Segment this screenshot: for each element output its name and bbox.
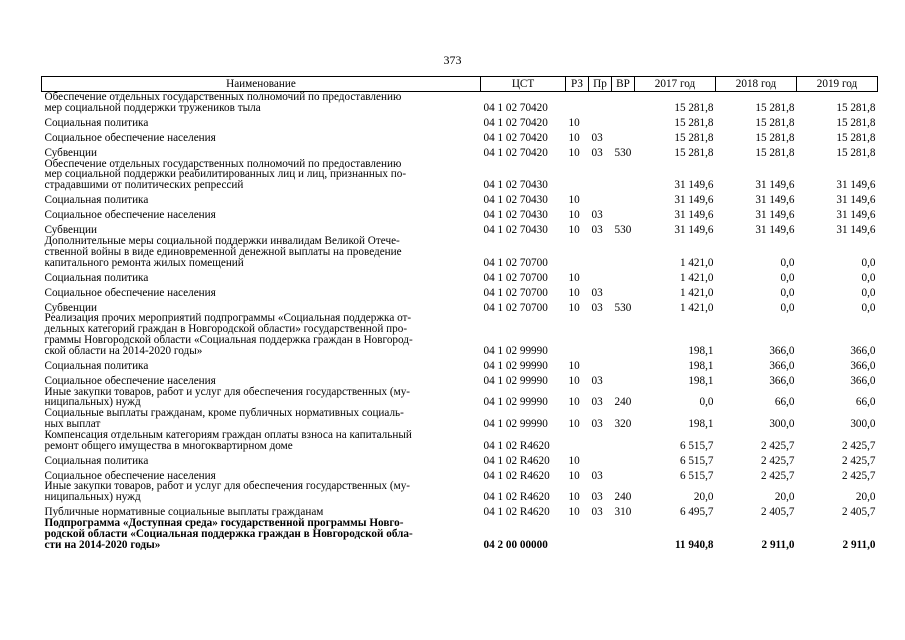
table-row — [42, 466, 878, 481]
row-name-line: дельных категорий граждан в Новгородской области» государственной про- — [44, 323, 408, 336]
row-value-2017: 15 281,8 — [674, 146, 714, 159]
row-name — [42, 313, 481, 356]
row-pr: 03 — [591, 301, 603, 314]
row-pr: 03 — [591, 506, 603, 519]
row-rz: 10 — [568, 194, 580, 207]
header-2019: 2019 год — [797, 77, 878, 92]
row-vr — [612, 430, 635, 452]
table-row — [42, 408, 878, 430]
row-vr — [612, 466, 635, 481]
row-value-2019: 15 281,8 — [836, 146, 876, 159]
row-name-line: Социальное обеспечение населения — [44, 209, 216, 222]
row-name-line: ской области на 2014-2020 годы» — [44, 344, 203, 357]
row-vr: 240 — [614, 491, 632, 504]
table-row — [42, 387, 878, 409]
row-vr: 530 — [614, 224, 632, 237]
row-name-line: ремонт общего имущества в многоквартирном доме — [44, 439, 293, 452]
row-pr — [589, 518, 612, 550]
row-value-2019: 31 149,6 — [836, 194, 876, 207]
row-value-2019: 0,0 — [861, 286, 876, 299]
row-pr: 03 — [591, 396, 603, 409]
row-vr — [612, 191, 635, 206]
row-rz — [566, 92, 589, 114]
row-cst: 04 1 02 99990 — [483, 417, 548, 430]
row-name-line: Социальные выплаты гражданам, кроме публичных нормативных социаль- — [44, 407, 404, 420]
row-value-2018: 0,0 — [780, 256, 795, 269]
row-cst: 04 1 02 70700 — [483, 256, 548, 269]
row-name-line: Обеспечение отдельных государственных полномочий по предоставлению — [44, 91, 402, 103]
row-rz: 10 — [568, 491, 580, 504]
row-pr — [589, 430, 612, 452]
row-value-2019: 300,0 — [850, 417, 876, 430]
row-name — [42, 129, 481, 144]
row-value-2017: 198,1 — [688, 417, 714, 430]
row-vr — [612, 206, 635, 221]
row-rz: 10 — [568, 417, 580, 430]
row-value-2017: 31 149,6 — [674, 179, 714, 192]
row-pr: 03 — [591, 374, 603, 387]
row-cst: 04 1 02 R4620 — [483, 506, 550, 519]
row-value-2019: 20,0 — [855, 491, 876, 504]
row-vr — [612, 283, 635, 298]
row-vr — [612, 518, 635, 550]
row-value-2018: 66,0 — [774, 396, 795, 409]
row-value-2018: 15 281,8 — [755, 146, 795, 159]
row-value-2019: 2 911,0 — [842, 538, 876, 551]
row-vr — [612, 236, 635, 268]
row-rz: 10 — [568, 146, 580, 159]
row-value-2017: 6 495,7 — [679, 506, 714, 519]
row-name — [42, 357, 481, 372]
table-row — [42, 221, 878, 236]
row-name-line: Социальная политика — [44, 454, 149, 467]
row-name-line: страдавшими от политических репрессий — [44, 179, 244, 192]
row-name-line: Социальное обеспечение населения — [44, 469, 216, 482]
row-cst: 04 1 02 70420 — [483, 101, 548, 114]
header-rz: РЗ — [566, 77, 589, 92]
row-name — [42, 159, 481, 191]
row-value-2017: 6 515,7 — [679, 454, 714, 467]
row-name — [42, 144, 481, 159]
table-row — [42, 313, 878, 356]
row-pr: 03 — [591, 224, 603, 237]
row-name-line: Социальное обеспечение населения — [44, 374, 216, 387]
row-pr — [589, 92, 612, 114]
row-value-2018: 20,0 — [774, 491, 795, 504]
table-row — [42, 283, 878, 298]
row-cst: 04 1 02 99990 — [483, 359, 548, 372]
row-name-line: Социальная политика — [44, 116, 149, 129]
table-row — [42, 372, 878, 387]
row-pr — [589, 313, 612, 356]
table-row — [42, 430, 878, 452]
row-value-2018: 15 281,8 — [755, 131, 795, 144]
row-pr: 03 — [591, 131, 603, 144]
row-vr: 530 — [614, 146, 632, 159]
row-cst: 04 1 02 70700 — [483, 286, 548, 299]
table-row — [42, 298, 878, 313]
row-cst: 04 1 02 99990 — [483, 374, 548, 387]
row-cst: 04 1 02 R4620 — [483, 439, 550, 452]
row-pr — [589, 268, 612, 283]
row-name-line: Социальная политика — [44, 194, 149, 207]
row-name — [42, 372, 481, 387]
row-rz: 10 — [568, 131, 580, 144]
row-name — [42, 268, 481, 283]
header-2017: 2017 год — [635, 77, 716, 92]
row-pr — [589, 191, 612, 206]
row-rz: 10 — [568, 396, 580, 409]
table-row — [42, 129, 878, 144]
row-vr — [612, 129, 635, 144]
row-name-line: ных выплат — [44, 417, 101, 430]
row-rz — [566, 313, 589, 356]
row-value-2018: 15 281,8 — [755, 101, 795, 114]
row-value-2018: 2 425,7 — [760, 439, 795, 452]
row-name-line: Иные закупки товаров, работ и услуг для обеспечения государственных (му- — [44, 385, 411, 398]
row-pr: 03 — [591, 491, 603, 504]
row-rz: 10 — [568, 469, 580, 482]
header-vr: ВР — [612, 77, 635, 92]
row-value-2019: 2 425,7 — [841, 439, 876, 452]
row-value-2017: 31 149,6 — [674, 224, 714, 237]
row-vr: 320 — [614, 417, 632, 430]
row-pr: 03 — [591, 286, 603, 299]
row-pr — [589, 159, 612, 191]
row-cst: 04 1 02 99990 — [483, 344, 548, 357]
row-rz — [566, 236, 589, 268]
row-value-2017: 1 421,0 — [679, 286, 714, 299]
row-value-2017: 1 421,0 — [679, 256, 714, 269]
row-value-2017: 15 281,8 — [674, 116, 714, 129]
row-name — [42, 408, 481, 430]
row-vr — [612, 451, 635, 466]
row-rz — [566, 159, 589, 191]
row-value-2019: 2 425,7 — [841, 454, 876, 467]
row-name — [42, 206, 481, 221]
row-value-2017: 198,1 — [688, 359, 714, 372]
row-name — [42, 236, 481, 268]
row-vr — [612, 114, 635, 129]
table-row — [42, 206, 878, 221]
row-name — [42, 92, 481, 114]
header-name: Наименование — [42, 77, 481, 92]
row-vr — [612, 313, 635, 356]
table-row — [42, 518, 878, 550]
row-value-2017: 1 421,0 — [679, 301, 714, 314]
header-2018: 2018 год — [716, 77, 797, 92]
row-value-2017: 0,0 — [699, 396, 714, 409]
row-value-2019: 31 149,6 — [836, 179, 876, 192]
row-cst: 04 1 02 70420 — [483, 146, 548, 159]
row-value-2019: 0,0 — [861, 271, 876, 284]
table-row — [42, 451, 878, 466]
row-value-2018: 0,0 — [780, 286, 795, 299]
row-name-line: капитального ремонта жилых помещений — [44, 256, 244, 269]
row-pr — [589, 451, 612, 466]
row-value-2017: 1 421,0 — [679, 271, 714, 284]
row-pr: 03 — [591, 469, 603, 482]
row-name-line: Субвенции — [44, 301, 97, 314]
row-value-2019: 31 149,6 — [836, 224, 876, 237]
row-name-line: Дополнительные меры социальной поддержки инвалидам Великой Отече- — [44, 234, 400, 247]
row-name-line: Субвенции — [44, 224, 97, 237]
row-cst: 04 1 02 70430 — [483, 179, 548, 192]
table-body — [42, 92, 878, 551]
row-value-2018: 300,0 — [769, 417, 795, 430]
row-value-2018: 2 405,7 — [760, 506, 795, 519]
row-rz: 10 — [568, 271, 580, 284]
table-row — [42, 144, 878, 159]
row-value-2019: 2 405,7 — [841, 506, 876, 519]
row-value-2017: 20,0 — [693, 491, 714, 504]
row-cst: 04 1 02 R4620 — [483, 491, 550, 504]
table-header — [42, 77, 878, 92]
row-value-2018: 0,0 — [780, 301, 795, 314]
row-name — [42, 466, 481, 481]
row-vr — [612, 159, 635, 191]
row-vr — [612, 92, 635, 114]
row-name-line: ственной войны в виде единовременной денежной выплаты на проведение — [44, 245, 402, 258]
row-value-2018: 366,0 — [769, 344, 795, 357]
row-cst: 04 2 00 00000 — [483, 538, 548, 551]
row-vr — [612, 357, 635, 372]
row-value-2019: 2 425,7 — [841, 469, 876, 482]
row-value-2017: 15 281,8 — [674, 131, 714, 144]
header-pr: Пр — [589, 77, 612, 92]
row-name-line: мер социальной поддержки тружеников тыла — [44, 101, 261, 114]
header-cst: ЦСТ — [481, 77, 566, 92]
row-name — [42, 114, 481, 129]
row-pr — [589, 236, 612, 268]
row-rz — [566, 518, 589, 550]
row-value-2019: 15 281,8 — [836, 101, 876, 114]
row-value-2017: 11 940,8 — [674, 538, 714, 551]
row-rz: 10 — [568, 374, 580, 387]
row-value-2018: 2 911,0 — [761, 538, 795, 551]
row-name — [42, 451, 481, 466]
table-row — [42, 268, 878, 283]
row-value-2018: 31 149,6 — [755, 194, 795, 207]
row-cst: 04 1 02 70700 — [483, 301, 548, 314]
row-rz: 10 — [568, 224, 580, 237]
row-value-2018: 31 149,6 — [755, 209, 795, 222]
row-name — [42, 191, 481, 206]
row-name — [42, 430, 481, 452]
row-pr — [589, 357, 612, 372]
row-value-2019: 366,0 — [850, 374, 876, 387]
row-cst: 04 1 02 70420 — [483, 131, 548, 144]
row-name-line: родской области «Социальная поддержка граждан в Новгородской обла- — [44, 527, 413, 540]
row-value-2019: 0,0 — [861, 301, 876, 314]
row-value-2018: 31 149,6 — [755, 224, 795, 237]
row-cst: 04 1 02 R4620 — [483, 454, 550, 467]
row-value-2019: 366,0 — [850, 359, 876, 372]
table-row — [42, 357, 878, 372]
table-row — [42, 503, 878, 518]
row-value-2019: 31 149,6 — [836, 209, 876, 222]
row-name — [42, 387, 481, 409]
row-value-2017: 6 515,7 — [679, 469, 714, 482]
row-rz — [566, 430, 589, 452]
row-name — [42, 503, 481, 518]
row-pr — [589, 114, 612, 129]
row-cst: 04 1 02 70430 — [483, 209, 548, 222]
row-value-2018: 2 425,7 — [760, 469, 795, 482]
row-vr — [612, 372, 635, 387]
row-value-2017: 31 149,6 — [674, 209, 714, 222]
row-name-line: Социальное обеспечение населения — [44, 286, 216, 299]
row-name-line: Иные закупки товаров, работ и услуг для обеспечения государственных (му- — [44, 480, 411, 493]
row-name-line: Обеспечение отдельных государственных полномочий по предоставлению — [44, 157, 402, 170]
row-name-line: Социальная политика — [44, 271, 149, 284]
budget-table — [41, 76, 878, 550]
row-value-2018: 366,0 — [769, 359, 795, 372]
row-cst: 04 1 02 R4620 — [483, 469, 550, 482]
table-row — [42, 114, 878, 129]
row-name-line: Социальное обеспечение населения — [44, 131, 216, 144]
row-value-2019: 366,0 — [850, 344, 876, 357]
row-rz: 10 — [568, 454, 580, 467]
row-value-2017: 6 515,7 — [679, 439, 714, 452]
row-vr — [612, 268, 635, 283]
row-name — [42, 283, 481, 298]
row-name-line: ниципальных) нужд — [44, 491, 141, 504]
row-vr: 530 — [614, 301, 632, 314]
page-number: 373 — [443, 53, 462, 67]
row-name-line: Реализация прочих мероприятий подпрограммы «Социальная поддержка от- — [44, 312, 412, 325]
row-value-2018: 2 425,7 — [760, 454, 795, 467]
row-value-2018: 31 149,6 — [755, 179, 795, 192]
row-value-2019: 15 281,8 — [836, 131, 876, 144]
row-vr: 310 — [614, 506, 632, 519]
row-cst: 04 1 02 70430 — [483, 194, 548, 207]
row-rz: 10 — [568, 301, 580, 314]
row-value-2018: 0,0 — [780, 271, 795, 284]
row-name-line: Публичные нормативные социальные выплаты гражданам — [44, 506, 324, 519]
row-pr: 03 — [591, 209, 603, 222]
row-value-2017: 31 149,6 — [674, 194, 714, 207]
row-value-2019: 66,0 — [855, 396, 876, 409]
row-name-line: мер социальной поддержки реабилитированных лиц и лиц, признанных по- — [44, 168, 407, 181]
row-cst: 04 1 02 70700 — [483, 271, 548, 284]
row-rz: 10 — [568, 359, 580, 372]
row-cst: 04 1 02 99990 — [483, 396, 548, 409]
row-value-2018: 366,0 — [769, 374, 795, 387]
row-rz: 10 — [568, 506, 580, 519]
table-row — [42, 159, 878, 191]
row-rz: 10 — [568, 209, 580, 222]
table-row — [42, 236, 878, 268]
row-value-2017: 198,1 — [688, 374, 714, 387]
table-row — [42, 92, 878, 114]
row-pr: 03 — [591, 146, 603, 159]
row-name-line: ниципальных) нужд — [44, 396, 141, 409]
row-name — [42, 298, 481, 313]
row-name-line: граммы Новгородской области «Социальная поддержка граждан в Новгород- — [44, 333, 413, 346]
row-vr: 240 — [614, 396, 632, 409]
row-pr: 03 — [591, 417, 603, 430]
row-value-2017: 15 281,8 — [674, 101, 714, 114]
row-name-line: Субвенции — [44, 146, 97, 159]
row-name — [42, 221, 481, 236]
row-name — [42, 481, 481, 503]
row-name-line: Подпрограмма «Доступная среда» государственной программы Новго- — [44, 516, 404, 529]
row-value-2019: 15 281,8 — [836, 116, 876, 129]
row-cst: 04 1 02 70430 — [483, 224, 548, 237]
row-rz: 10 — [568, 116, 580, 129]
row-name-line: сти на 2014-2020 годы» — [44, 538, 161, 551]
row-rz: 10 — [568, 286, 580, 299]
row-value-2019: 0,0 — [861, 256, 876, 269]
row-name — [42, 518, 481, 550]
table-row — [42, 191, 878, 206]
table-row — [42, 481, 878, 503]
row-name-line: Компенсация отдельным категориям граждан оплаты взноса на капитальный — [44, 428, 412, 441]
row-name-line: Социальная политика — [44, 359, 149, 372]
row-value-2018: 15 281,8 — [755, 116, 795, 129]
row-value-2017: 198,1 — [688, 344, 714, 357]
row-cst: 04 1 02 70420 — [483, 116, 548, 129]
